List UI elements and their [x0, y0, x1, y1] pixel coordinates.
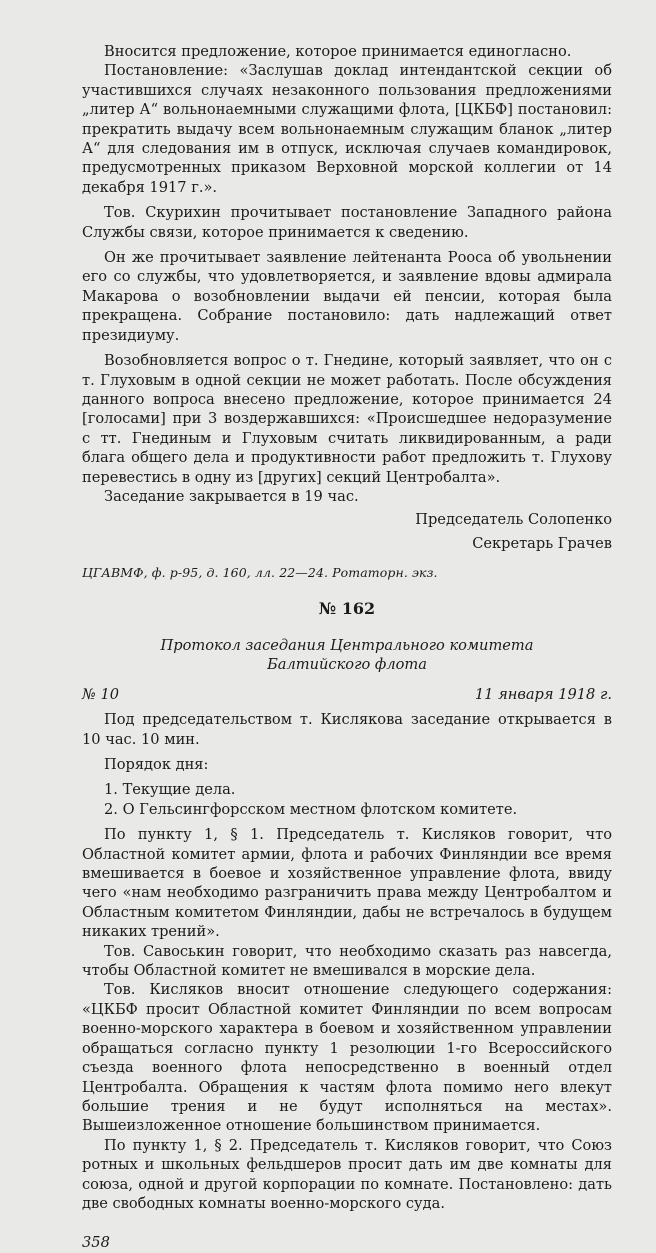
- document-title: [82, 636, 612, 675]
- paragraph: Под председательством т. Кислякова заседание открывается в 10 час. 10 мин.: [82, 711, 612, 748]
- archive-reference: ЦГАВМФ, ф. р-95, д. 160, лл. 22—24. Ротаторн. экз.: [82, 565, 438, 581]
- title-line: Протокол заседания Центрального комитета: [160, 636, 534, 654]
- agenda-item: 1. Текущие дела.: [104, 781, 236, 799]
- signatures: [82, 510, 612, 553]
- paragraph: По пункту 1, § 1. Председатель т. Кисляков говорит, что Областной комитет армии, флота и рабочих Финляндии все время вмешивается в боевое и хозяйственное управление флота, ввиду чего «нам необходимо разграничить права между Центробалтом и Областным комитетом Финляндии, дабы не встречалось в будущем никаких трений».: [82, 826, 612, 941]
- document-number: № 162: [318, 598, 376, 618]
- title-line: Балтийского флота: [267, 656, 427, 674]
- protocol-date: 11 января 1918 г.: [474, 685, 612, 703]
- paragraph: Тов. Кисляков вносит отношение следующего содержания: «ЦКБФ просит Областной комитет Финляндии по всем вопросам военно-морского характера в боевом и хозяйственном управлении обращаться согласно пункту 1 резолюции 1-го Всероссийского съезда военного флота непосредственно в военный отдел Центробалта. Обращения к частям флота помимо него влекут большие трения и не будут исполняться на местах». Вышеизложенное отношение большинством принимается.: [82, 981, 612, 1135]
- page-number: 358: [82, 1234, 110, 1252]
- paragraph: Постановление: «Заслушав доклад интендантской секции об участившихся случаях незаконного пользования предложениями „литер А“ вольнонаемными служащими флота, [ЦКБФ] постановил: прекратить выдачу всем вольнонаемным служащим бланок „литер А“ для следования им в отпуск, исключая случаев командировок, предусмотренных приказом Верховной морской коллегии от 14 декабря 1917 г.».: [82, 62, 612, 196]
- paragraph: Он же прочитывает заявление лейтенанта Рооса об увольнении его со службы, что удовлетворяется, и заявление вдовы адмирала Макарова о возобновлении выдачи ей пенсии, которая была прекращена. Собрание постановило: дать надлежащий ответ президиуму.: [82, 249, 612, 344]
- paragraph: Тов. Савоськин говорит, что необходимо сказать раз навсегда, чтобы Областной комитет не вмешивался в морские дела.: [82, 942, 612, 980]
- paragraph: По пункту 1, § 2. Председатель т. Кисляков говорит, что Союз ротных и школьных фельдшеров просит дать им две комнаты для союза, одной и другой корпорации по комнате. Постановлено: дать две свободных комнаты военно-морского суда.: [82, 1136, 612, 1212]
- paragraph: Вносится предложение, которое принимается единогласно.: [104, 43, 572, 60]
- agenda-item: 2. О Гельсингфорсском местном флотском комитете.: [104, 800, 518, 818]
- paragraph: Заседание закрывается в 19 час.: [104, 487, 359, 505]
- agenda-label: Порядок дня:: [104, 756, 209, 773]
- agenda-list: [82, 780, 612, 819]
- protocol-number: № 10: [82, 685, 120, 703]
- paragraph: Возобновляется вопрос о т. Гнедине, который заявляет, что он с т. Глуховым в одной секции не может работать. После обсуждения данного вопроса внесено предложение, которое принимается 24 [голосами] при 3 воздержавшихся: «Происшедшее недоразумение с тт. Гнединым и Глуховым считать ликвидированным, а ради блага общего дела и продуктивности работ предложить т. Глухову перевестись в одну из [других] секций Центробалта».: [82, 352, 612, 486]
- document-page: [82, 42, 612, 1253]
- signature-chairman: Председатель Солопенко: [415, 511, 612, 529]
- paragraph: Тов. Скурихин прочитывает постановление Западного района Службы связи, которое принимается к сведению.: [82, 204, 612, 241]
- signature-secretary: Секретарь Грачев: [472, 534, 612, 552]
- protocol-meta: [82, 685, 612, 704]
